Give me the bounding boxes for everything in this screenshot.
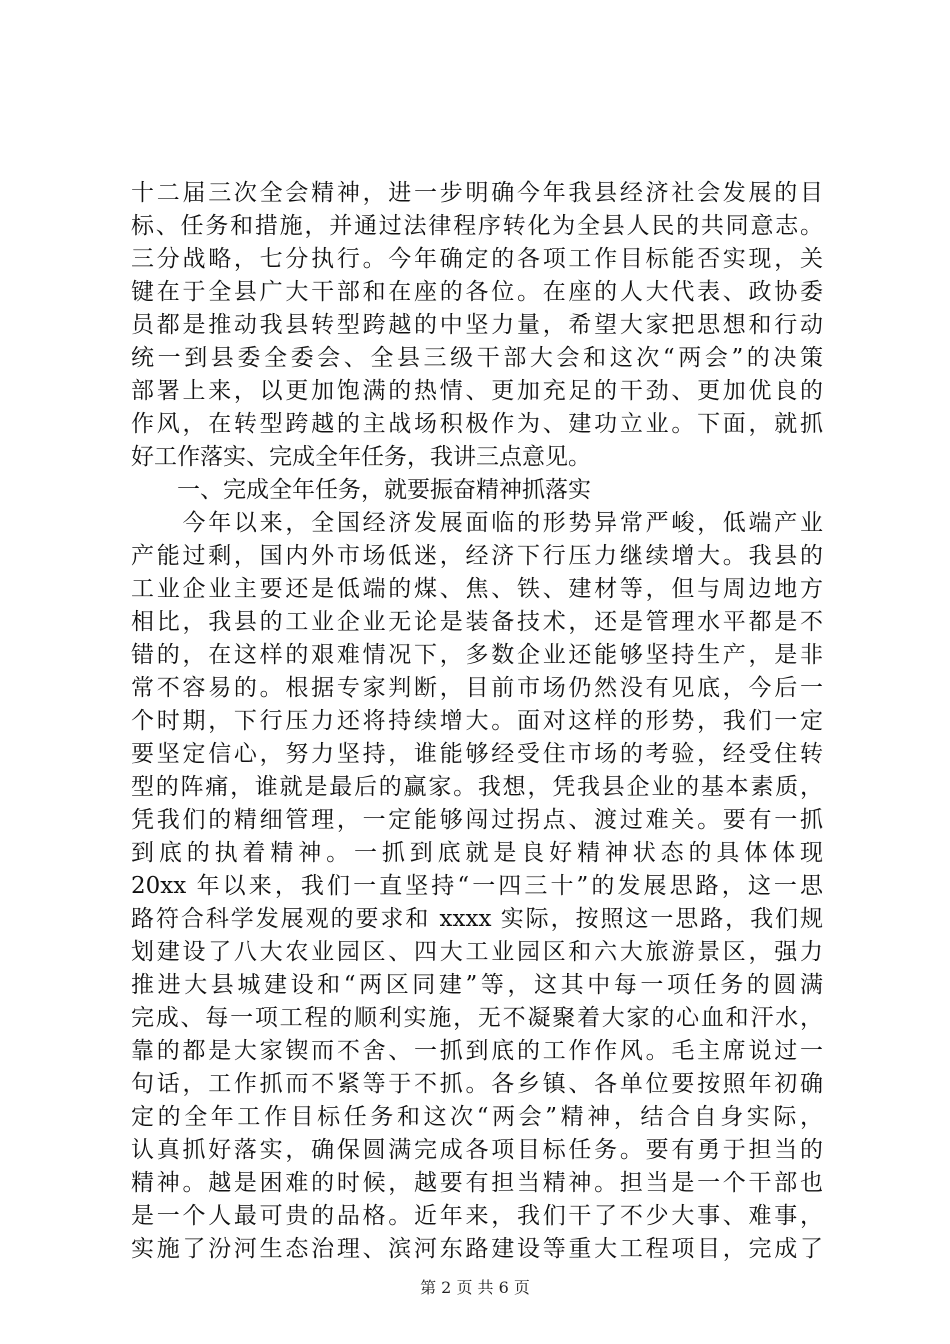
text-line: 今年以来，全国经济发展面临的形势异常严峻，低端产业 [131, 510, 823, 536]
text-line: 划建设了八大农业园区、四大工业园区和六大旅游景区，强力 [131, 939, 823, 965]
text-line: 精神。越是困难的时候，越要有担当精神。担当是一个干部也 [131, 1170, 823, 1196]
text-line: 完成、每一项工程的顺利实施，无不凝聚着大家的心血和汗水， [131, 1005, 823, 1031]
text-line: 句话，工作抓而不紧等于不抓。各乡镇、各单位要按照年初确 [131, 1071, 823, 1097]
section-heading: 一、完成全年任务，就要振奋精神抓落实 [131, 477, 591, 503]
text-line: 到底的执着精神。一抓到底就是良好精神状态的具体体现 [131, 840, 823, 866]
text-line: 20xx 年以来，我们一直坚持“一四三十”的发展思路，这一思 [131, 873, 823, 899]
text-line: 标、任务和措施，并通过法律程序转化为全县人民的共同意志。 [131, 213, 823, 239]
text-line: 实施了汾河生态治理、滨河东路建设等重大工程项目，完成了 [131, 1236, 823, 1262]
text-line: 常不容易的。根据专家判断，目前市场仍然没有见底，今后一 [131, 675, 823, 701]
text-line: 相比，我县的工业企业无论是装备技术，还是管理水平都是不 [131, 609, 823, 635]
text-line: 部署上来，以更加饱满的热情、更加充足的干劲、更加优良的 [131, 378, 823, 404]
text-line: 键在于全县广大干部和在座的各位。在座的人大代表、政协委 [131, 279, 823, 305]
text-line: 好工作落实、完成全年任务，我讲三点意见。 [131, 444, 591, 470]
text-line: 统一到县委全委会、全县三级干部大会和这次“两会”的决策 [131, 345, 823, 371]
text-line: 三分战略，七分执行。今年确定的各项工作目标能否实现，关 [131, 246, 823, 272]
text-line: 是一个人最可贵的品格。近年来，我们干了不少大事、难事， [131, 1203, 823, 1229]
text-line: 产能过剩，国内外市场低迷，经济下行压力继续增大。我县的 [131, 543, 823, 569]
text-line: 要坚定信心，努力坚持，谁能够经受住市场的考验，经受住转 [131, 741, 823, 767]
text-line: 员都是推动我县转型跨越的中坚力量，希望大家把思想和行动 [131, 312, 823, 338]
text-line: 定的全年工作目标任务和这次“两会”精神，结合自身实际， [131, 1104, 823, 1130]
page-footer [0, 1278, 950, 1298]
text-line: 型的阵痛，谁就是最后的赢家。我想，凭我县企业的基本素质， [131, 774, 823, 800]
text-line: 工业企业主要还是低端的煤、焦、铁、建材等，但与周边地方 [131, 576, 823, 602]
text-line: 凭我们的精细管理，一定能够闯过拐点、渡过难关。要有一抓 [131, 807, 823, 833]
text-line: 认真抓好落实，确保圆满完成各项目标任务。要有勇于担当的 [131, 1137, 823, 1163]
page-number: 第 2 页 共 6 页 [420, 1278, 530, 1297]
text-line: 个时期，下行压力还将持续增大。面对这样的形势，我们一定 [131, 708, 823, 734]
text-line: 靠的都是大家锲而不舍、一抓到底的工作作风。毛主席说过一 [131, 1038, 823, 1064]
text-line: 作风，在转型跨越的主战场积极作为、建功立业。下面，就抓 [131, 411, 823, 437]
text-line: 十二届三次全会精神，进一步明确今年我县经济社会发展的目 [131, 180, 823, 206]
text-line: 路符合科学发展观的要求和 xxxx 实际，按照这一思路，我们规 [131, 906, 823, 932]
text-line: 推进大县城建设和“两区同建”等，这其中每一项任务的圆满 [131, 972, 823, 998]
text-line: 错的，在这样的艰难情况下，多数企业还能够坚持生产，是非 [131, 642, 823, 668]
